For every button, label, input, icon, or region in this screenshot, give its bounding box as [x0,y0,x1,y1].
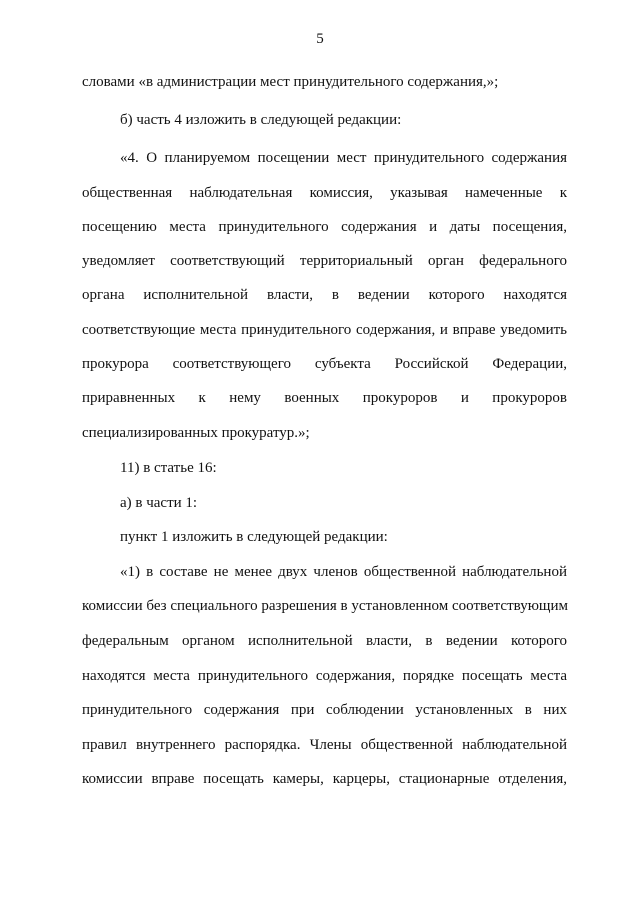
text-line: б) часть 4 изложить в следующей редакции: [120,112,402,128]
page-number: 5 [316,31,324,47]
text-line: прокурора соответствующего субъекта Российской Федерации, [82,356,567,372]
text-line: «4. О планируемом посещении мест принудительного содержания [120,150,567,166]
text-line: органа исполнительной власти, в ведении которого находятся [82,287,567,303]
text-line: общественная наблюдательная комиссия, указывая намеченные к [82,185,567,201]
text-line: правил внутреннего распорядка. Члены общественной наблюдательной [82,737,567,753]
text-line: «1) в составе не менее двух членов общественной наблюдательной [120,564,567,580]
text-line: приравненных к нему военных прокуроров и прокуроров [82,390,567,406]
text-line: пункт 1 изложить в следующей редакции: [120,529,388,545]
text-line: уведомляет соответствующий территориальный орган федерального [82,253,567,269]
text-line: а) в части 1: [120,495,198,511]
text-line: 11) в статье 16: [120,460,217,476]
text-line: комиссии вправе посещать камеры, карцеры, стационарные отделения, [82,771,567,787]
text-line: находятся места принудительного содержания, порядке посещать места [82,668,567,684]
text-line: словами «в администрации мест принудительного содержания,»; [82,74,499,90]
text-line: специализированных прокуратур.»; [82,425,310,441]
text-line: комиссии без специального разрешения в установленном соответствующим [82,598,568,614]
text-line: федеральным органом исполнительной власти, в ведении которого [82,633,567,649]
text-line: соответствующие места принудительного содержания, и вправе уведомить [82,322,567,338]
text-line: посещению места принудительного содержания и даты посещения, [82,219,567,235]
text-line: принудительного содержания при соблюдении установленных в них [82,702,567,718]
